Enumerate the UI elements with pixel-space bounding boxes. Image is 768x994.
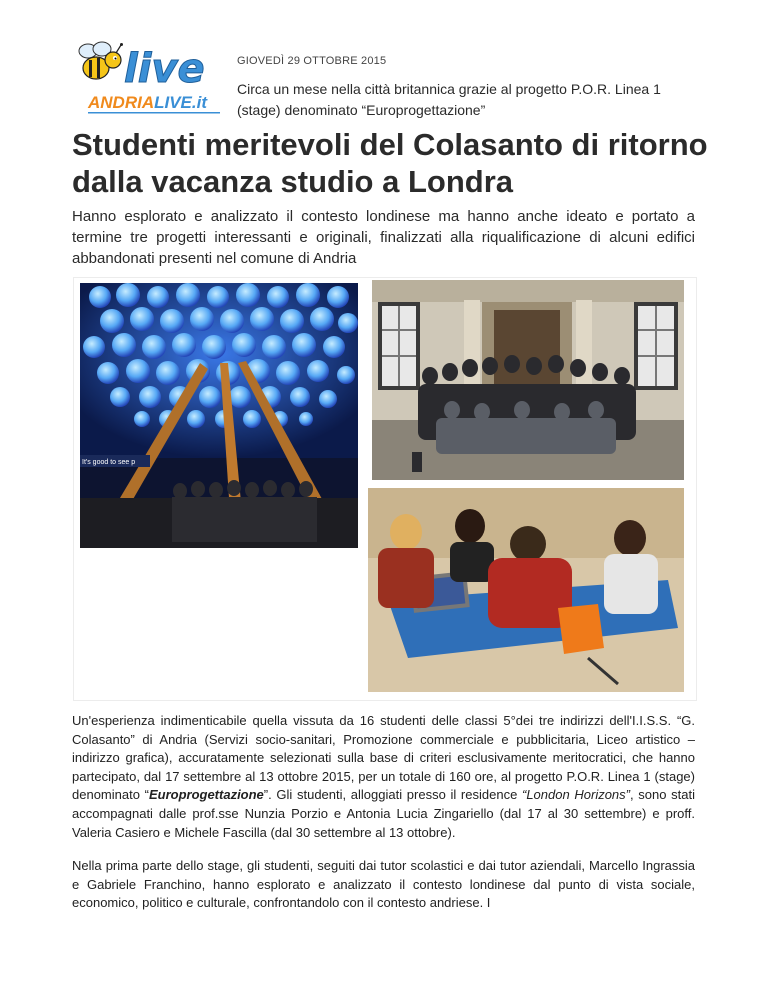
photo-light-installation [80, 283, 358, 548]
bee-icon [79, 42, 123, 79]
project-name: Europrogettazione [148, 787, 264, 803]
article-kicker: Circa un mese nella città britannica grazie al progetto P.O.R. Linea 1 (stage) denominato “Europrogettazione” [237, 81, 661, 118]
body-paragraph-2: Nella prima parte dello stage, gli studenti, seguiti dai tutor scolastici e dai tutor aziendali, Marcello Ingrassia e Gabriele Franchino, hanno esplorato e analizzato il contesto londinese dal punto di vista sociale, economico, politico e culturale, confrontandolo con il contesto andriese. I [72, 858, 695, 911]
logo-word-andria: ANDRIA [88, 93, 155, 112]
body-paragraph-1-part-b: ”. Gli studenti, alloggiati presso il residence [263, 787, 522, 803]
body-paragraph-1-part-a: Un'esperienza indimenticabile quella vissuta da 16 studenti delle classi 5°dei tre indirizzi dell'I.I.S.S. “G. Colasanto” di Andria (Servizi socio-sanitari, Promozione commerciale e pubblicitaria, Liceo artistico – indirizzo grafica), accuratamente selezionati sulla base di criteri esclusivamente meritocratici, che hanno partecipato, dal 17 settembre al 13 ottobre 2015, per un totale di 160 ore, al progetto P.O.R. Linea 1 (stage) denominato “ [72, 713, 695, 803]
photo-sign-text: It's good to see p [82, 459, 136, 466]
article-body [72, 712, 695, 928]
article-title: Studenti meritevoli del Colasanto di ritorno dalla vacanza studio a Londra [72, 127, 708, 199]
body-paragraph-1 [72, 712, 695, 842]
svg-text:ANDRIALIVE.it [87, 93, 208, 112]
body-paragraph-1-part-c: , sono stati accompagnati dalle prof.sse Nunzia Porzio e Antonia Lucia Zingariello (dal 17 al 30 settembre) e proff. Valeria Casiero e Michele Fascilla (dal 30 settembre al 13 ottobre). [72, 787, 695, 840]
residence-name: “London Horizons” [521, 787, 630, 803]
photo-students-laptops [368, 488, 684, 692]
photo-group-building [372, 280, 684, 480]
site-logo[interactable] [72, 38, 222, 120]
article-lead: Hanno esplorato e analizzato il contesto londinese ma hanno anche ideato e portato a termine tre progetti interessanti e originali, finalizzati alla riqualificazione di alcuni edifici abbandonati presenti nel comune di Andria [72, 208, 695, 267]
logo-word-liveit: LIVE.it [154, 93, 208, 112]
logo-word-live: live [124, 46, 205, 92]
article-date: GIOVEDÌ 29 OTTOBRE 2015 [237, 55, 387, 67]
